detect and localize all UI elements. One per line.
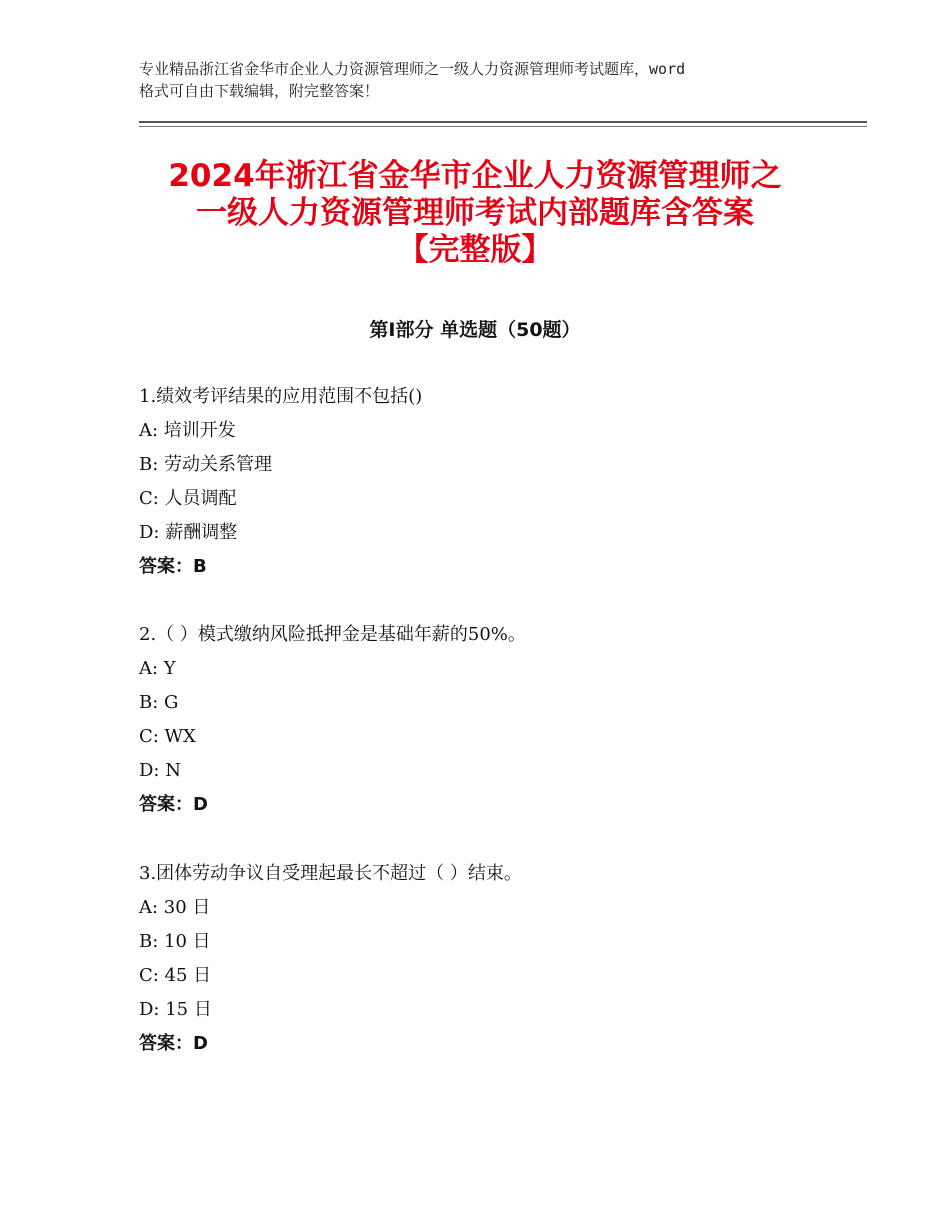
question-stem: 2.（ ）模式缴纳风险抵押金是基础年薪的50%。 [139,624,526,645]
answer-label: 答案：D [139,794,208,815]
header-divider [139,121,867,123]
header-note-line-2: 格式可自由下载编辑，附完整答案！ [139,82,380,100]
header-note-line-1: 专业精品浙江省金华市企业人力资源管理师之一级人力资源管理师考试题库，word [139,60,686,78]
option-b: B: 10 日 [139,931,211,952]
question-stem: 3.团体劳动争议自受理起最长不超过（ ）结束。 [139,863,522,884]
question-1 [139,380,859,584]
option-c: C: WX [139,726,196,747]
option-d: D: 15 日 [139,999,212,1020]
header-note [139,58,819,102]
option-a: A: 30 日 [139,897,211,918]
option-b: B: G [139,692,179,713]
document-title-line-3: 【完整版】 [397,232,553,268]
question-stem: 1.绩效考评结果的应用范围不包括() [139,386,423,407]
document-title-line-2: 一级人力资源管理师考试内部题库含答案 [196,195,754,231]
section-title: 第Ⅰ部分 单选题（50题） [369,319,581,341]
question-2 [139,618,859,822]
document-title [120,158,830,269]
document-title-line-1: 2024年浙江省金华市企业人力资源管理师之 [168,158,782,194]
option-d: D: 薪酬调整 [139,522,238,543]
answer-label: 答案：D [139,1033,208,1054]
option-d: D: N [139,760,181,781]
option-a: A: Y [139,658,176,679]
header-divider-thin [139,126,867,127]
option-b: B: 劳动关系管理 [139,454,273,475]
option-a: A: 培训开发 [139,420,236,441]
question-3 [139,857,859,1061]
answer-label: 答案：B [139,556,207,577]
option-c: C: 人员调配 [139,488,237,509]
option-c: C: 45 日 [139,965,212,986]
